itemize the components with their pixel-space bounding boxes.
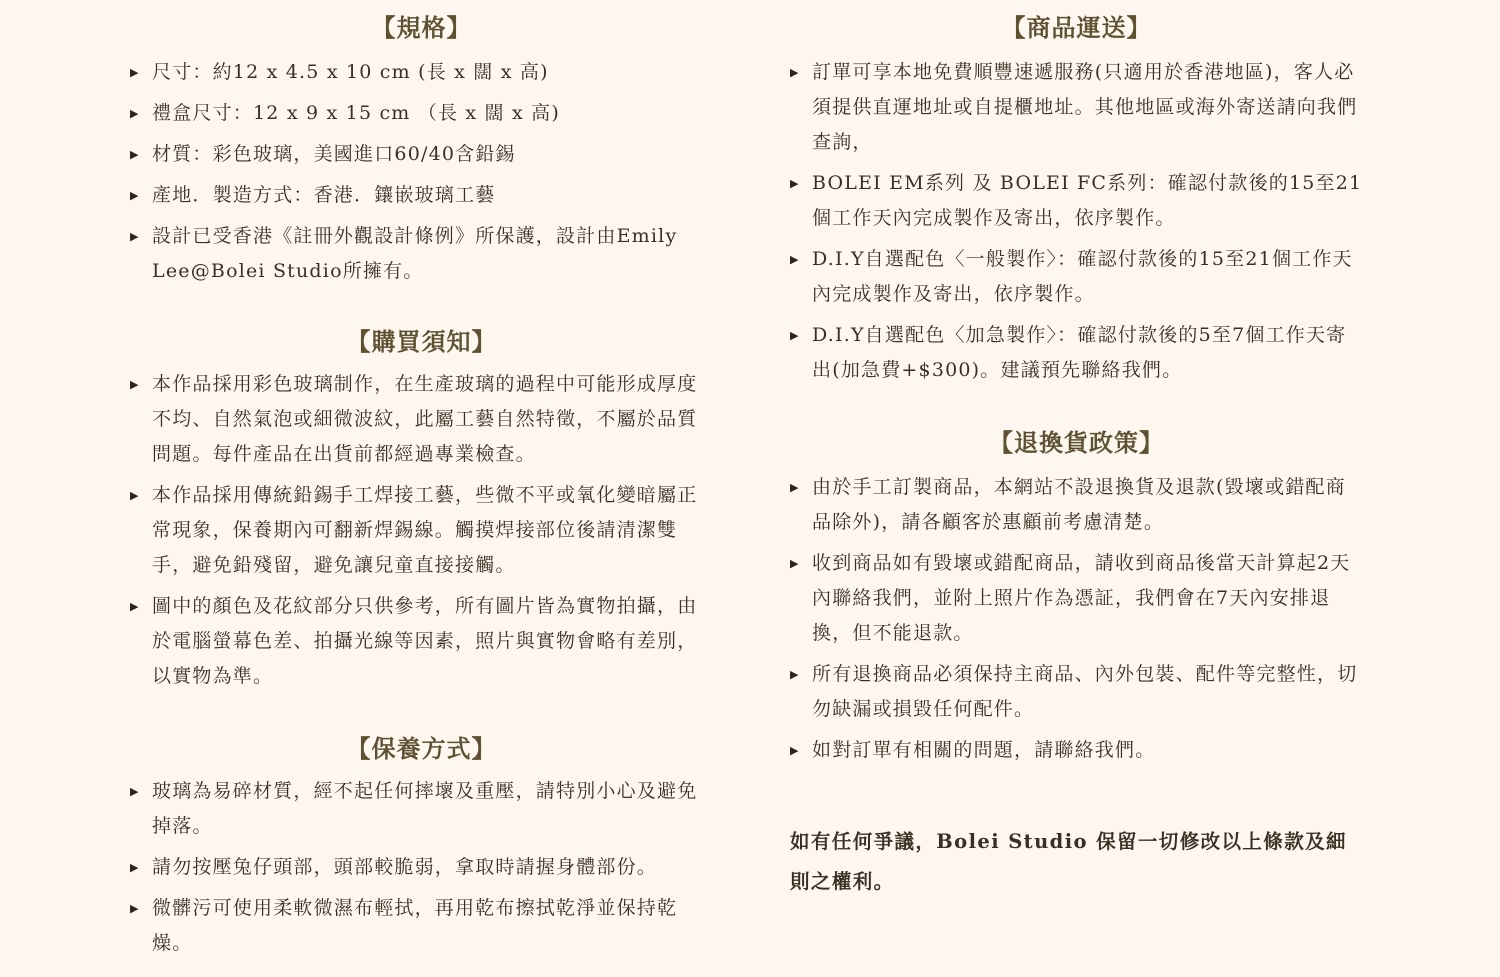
bullet-icon: ▶	[790, 744, 800, 757]
returns-title: 【退換貨政策】	[989, 428, 1164, 457]
list-item: ▶ 禮盒尺寸：12 x 9 x 15 cm （長 x 闊 x 高)	[130, 96, 713, 131]
left-column	[130, 0, 713, 967]
bullet-icon: ▶	[130, 902, 140, 915]
bullet-icon: ▶	[790, 253, 800, 266]
returns-list	[790, 470, 1363, 768]
list-item: ▶ BOLEI EM系列 及 BOLEI FC系列：確認付款後的15至21個工作天內完成製作及寄出，依序製作。	[790, 166, 1363, 236]
list-item: ▶ D.I.Y自選配色〈一般製作〉：確認付款後的15至21個工作天內完成製作及寄出，依序製作。	[790, 242, 1363, 312]
list-item: ▶ 本作品採用傳統鉛錫手工焊接工藝，些微不平或氧化變暗屬正常現象，保養期內可翻新焊錫線。觸摸焊接部位後請清潔雙手，避免鉛殘留，避免讓兒童直接接觸。	[130, 478, 713, 583]
bullet-icon: ▶	[790, 329, 800, 342]
bullet-icon: ▶	[130, 861, 140, 874]
bullet-icon: ▶	[790, 668, 800, 681]
bullet-icon: ▶	[130, 378, 140, 391]
list-item: ▶ 圖中的顏色及花紋部分只供參考，所有圖片皆為實物拍攝，由於電腦螢幕色差、拍攝光線等因素，照片與實物會略有差別，以實物為準。	[130, 589, 713, 694]
list-item: ▶ 如對訂單有相關的問題，請聯絡我們。	[790, 733, 1363, 768]
shipping-list	[790, 55, 1363, 388]
bullet-icon: ▶	[130, 600, 140, 613]
list-item: ▶ 玻璃為易碎材質，經不起任何摔壞及重壓，請特別小心及避免掉落。	[130, 774, 713, 844]
list-item: ▶ 尺寸：約12 x 4.5 x 10 cm (長 x 闊 x 高)	[130, 55, 713, 90]
right-column	[790, 0, 1363, 902]
bullet-icon: ▶	[130, 66, 140, 79]
care-title: 【保養方式】	[346, 734, 497, 763]
care-list	[130, 774, 713, 961]
disclaimer-notice: 如有任何爭議，Bolei Studio 保留一切修改以上條款及細則之權利。	[790, 830, 1347, 893]
list-item: ▶ 產地．製造方式：香港．鑲嵌玻璃工藝	[130, 178, 713, 213]
bullet-icon: ▶	[130, 785, 140, 798]
bullet-icon: ▶	[130, 148, 140, 161]
bullet-icon: ▶	[790, 481, 800, 494]
bullet-icon: ▶	[130, 189, 140, 202]
shipping-title: 【商品運送】	[1001, 13, 1152, 42]
list-item: ▶ 請勿按壓兔仔頭部，頭部較脆弱，拿取時請握身體部份。	[130, 850, 713, 885]
bullet-icon: ▶	[790, 557, 800, 570]
specs-title: 【規格】	[371, 13, 472, 42]
purchase-title: 【購買須知】	[346, 327, 497, 356]
specs-list	[130, 55, 713, 289]
bullet-icon: ▶	[790, 66, 800, 79]
list-item: ▶ 訂單可享本地免費順豐速遞服務(只適用於香港地區)，客人必須提供直運地址或自提櫃地址。其他地區或海外寄送請向我們查詢，	[790, 55, 1363, 160]
list-item: ▶ D.I.Y自選配色〈加急製作〉：確認付款後的5至7個工作天寄出(加急費+$300)。建議預先聯絡我們。	[790, 318, 1363, 388]
list-item: ▶ 設計已受香港《註冊外觀設計條例》所保護，設計由Emily Lee@Bolei Studio所擁有。	[130, 219, 713, 289]
bullet-icon: ▶	[130, 107, 140, 120]
list-item: ▶ 所有退換商品必須保持主商品、內外包裝、配件等完整性，切勿缺漏或損毀任何配件。	[790, 657, 1363, 727]
purchase-list	[130, 367, 713, 694]
list-item: ▶ 收到商品如有毀壞或錯配商品，請收到商品後當天計算起2天內聯絡我們，並附上照片作為憑証，我們會在7天內安排退換，但不能退款。	[790, 546, 1363, 651]
bullet-icon: ▶	[790, 177, 800, 190]
list-item: ▶ 本作品採用彩色玻璃制作，在生產玻璃的過程中可能形成厚度不均、自然氣泡或細微波紋，此屬工藝自然特徵，不屬於品質問題。每件產品在出貨前都經過專業檢查。	[130, 367, 713, 472]
bullet-icon: ▶	[130, 489, 140, 502]
list-item: ▶ 由於手工訂製商品，本網站不設退換貨及退款(毀壞或錯配商品除外)，請各顧客於惠顧前考慮清楚。	[790, 470, 1363, 540]
bullet-icon: ▶	[130, 230, 140, 243]
list-item: ▶ 微髒污可使用柔軟微濕布輕拭，再用乾布擦拭乾淨並保持乾燥。	[130, 891, 713, 961]
list-item: ▶ 材質：彩色玻璃，美國進口60/40含鉛錫	[130, 137, 713, 172]
